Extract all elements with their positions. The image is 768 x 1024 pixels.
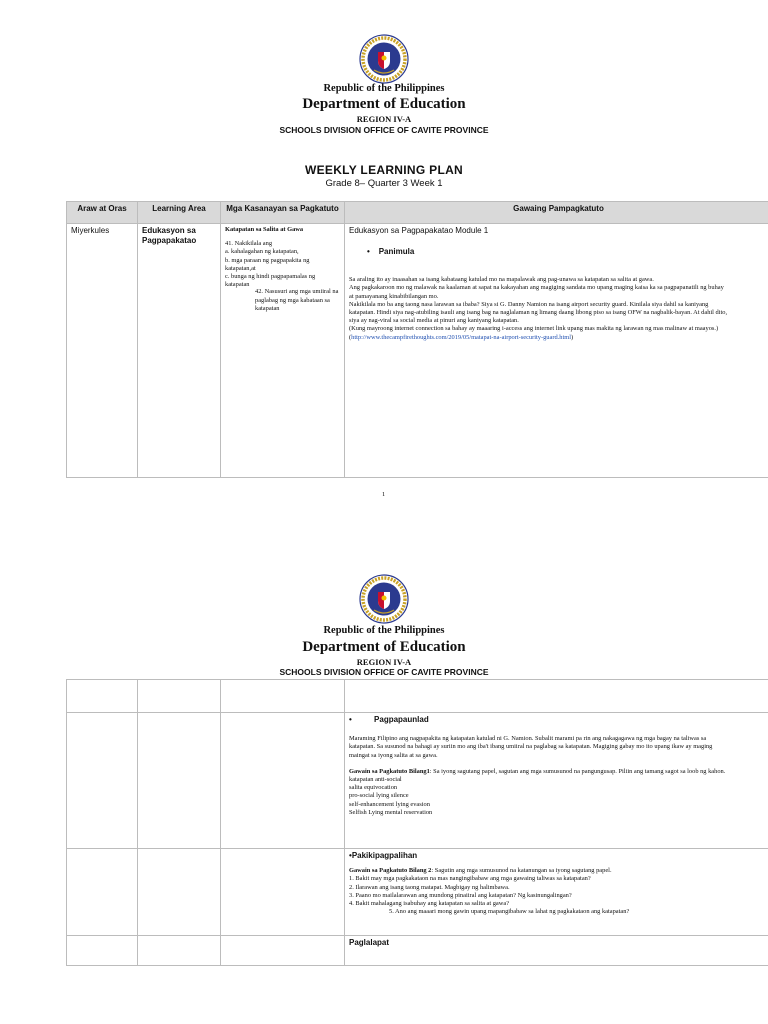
- learning-area-cell: [138, 224, 221, 478]
- skill-41-a: a. kahalagahan ng katapatan,: [225, 248, 299, 256]
- panimula-heading: • Panimula: [367, 247, 415, 256]
- empty-cell: [138, 936, 221, 966]
- page-number: 1: [382, 491, 386, 498]
- division-label: SCHOOLS DIVISION OFFICE OF CAVITE PROVINCE: [279, 125, 489, 135]
- empty-cell: [67, 680, 138, 713]
- question-item: 4. Bakit mahalagang isabuhay ang katapatan sa salita at gawa?: [349, 900, 510, 908]
- empty-cell: [138, 849, 221, 936]
- empty-cell: [67, 936, 138, 966]
- region-label: REGION IV-A: [356, 657, 412, 667]
- pagpapaunlad-text: Maraming Filipino ang nagpapakita ng katapatan katulad ni G. Namion. Subalit marami pa rin ang nakagagawa ng mga bagay na taliwas sa katapatan. Sa susunod na bahagi ay suriin mo ang iba't ibang umiiral na paglabag sa katapatan. Magiging gabay mo ito upang ikaw ay maging maingat sa iyong salita at sa gawa.: [349, 735, 713, 759]
- panimula-p2: Ang pagkakaroon mo ng malawak na kaalaman at sapat na kakayahan ang magiging sandata mo upang maging kaisa ka sa pagpapanatili ng buhay at pamayanang kinabibilangan mo.: [349, 284, 724, 300]
- choice-item: katapatan anti-social: [349, 776, 402, 784]
- gawain-1-instruction: [349, 768, 768, 776]
- region-label: REGION IV-A: [356, 114, 412, 124]
- skill-42: 42. Nasusuri ang mga umiiral na paglabag ng mga kabataan sa katapatan: [255, 288, 339, 312]
- paglalapat-cell: [345, 936, 768, 966]
- paglalapat-heading: Paglalapat: [349, 938, 390, 947]
- empty-cell: [345, 680, 768, 713]
- module-title: Edukasyon sa Pagpapakatao Module 1: [349, 226, 489, 235]
- pakikipagpalihan-label: Pakikipagpalihan: [351, 851, 418, 860]
- activities-cell: [345, 224, 768, 478]
- article-link[interactable]: http://www.thecampfirethoughts.com/2019/05/matapat-na-airport-security-guard.html: [351, 333, 571, 341]
- empty-cell: [67, 849, 138, 936]
- republic-heading: Republic of the Philippines: [323, 625, 445, 636]
- skills-cell: [221, 224, 345, 478]
- empty-cell: [138, 680, 221, 713]
- empty-cell: [221, 680, 345, 713]
- plan-subtitle: Grade 8– Quarter 3 Week 1: [325, 178, 443, 189]
- empty-cell: [67, 713, 138, 849]
- weekly-plan-table-continued: [66, 679, 768, 966]
- panimula-p4: (Kung mayroong internet connection sa bahay ay maaaring i-access ang internet link upang mas makita ng larawan ng mas malinaw at maayos.): [349, 325, 719, 333]
- col-header-activities: Gawaing Pampagkatuto: [345, 202, 768, 224]
- pakikipagpalihan-cell: [345, 849, 768, 936]
- panimula-p1: Sa araling ito ay inaasahan sa isang kabataang katulad mo na mapalawak ang pag-unawa sa katapatan sa salita at gawa.: [349, 276, 654, 284]
- choice-item: self-enhancement lying evasion: [349, 800, 430, 808]
- pagpapaunlad-label: Pagpapaunlad: [374, 715, 429, 724]
- col-header-skills: Mga Kasanayan sa Pagkatuto: [221, 202, 345, 224]
- department-heading: Department of Education: [302, 96, 466, 112]
- gawain-1-label: Gawain sa Pagkatuto Bilang1: [349, 767, 430, 775]
- page-2: [0, 540, 768, 1024]
- gawain-2-label: Gawain sa Pagkatuto Bilang 2: [349, 867, 432, 875]
- empty-cell: [221, 713, 345, 849]
- gawain-2-instruction: [349, 867, 768, 875]
- pagpapaunlad-heading: • Pagpapaunlad: [349, 715, 429, 724]
- skill-41: 41. Nakikilala ang: [225, 240, 273, 248]
- col-header-area: Learning Area: [138, 202, 221, 224]
- republic-heading: Republic of the Philippines: [323, 83, 445, 94]
- skill-41-b: b. mga paraan ng pagpapakita ng katapatan,at: [225, 256, 310, 272]
- link-close-paren: ): [570, 333, 574, 341]
- question-item: 2. Ilarawan ang isang taong matapat. Magbigay ng halimbawa.: [349, 883, 510, 891]
- empty-cell: [221, 849, 345, 936]
- day-cell: [67, 224, 138, 478]
- question-item: 3. Paano mo mailalarawan ang mundong pinaiiral ang katapatan? Ng kasinungalingan?: [349, 891, 572, 899]
- pagpapaunlad-cell: [345, 713, 768, 849]
- plan-title: WEEKLY LEARNING PLAN: [304, 163, 463, 177]
- day-text: Miyerkules: [71, 226, 110, 235]
- department-heading: Department of Education: [302, 639, 466, 655]
- learning-area-text: Edukasyon sa Pagpapakatao: [142, 226, 197, 245]
- gawain-2-text: : Sagutin ang mga sumusunod na katanungan sa iyong sagutang papel.: [431, 867, 612, 875]
- panimula-p3: Nakikilala mo ba ang taong nasa larawan sa ibaba? Siya si G. Danny Namion na isang airport security guard. Kinilala siya dahil sa kaniyang katapatan. Hindi siya nag-atubiling isauli ang isang bag na naglalaman ng limang daang libong piso sa isang OFW na nagbalik-bayan. At dahil dito, siya ay nag-viral sa social media at pinuri ang kaniyang katapatan.: [349, 300, 728, 325]
- gawain-1-text: : Sa iyong sagutang papel, sagutan ang mga sumusunod na pangungusap. Piliin ang tamang sagot sa loob ng kahon.: [429, 767, 726, 775]
- link-open-paren: (: [349, 333, 352, 341]
- article-link-line: [349, 334, 768, 342]
- empty-cell: [221, 936, 345, 966]
- weekly-plan-table: [66, 201, 768, 478]
- skills-title: Katapatan sa Salita at Gawa: [225, 226, 304, 233]
- deped-seal-icon: [359, 574, 409, 624]
- panimula-label: Panimula: [378, 247, 415, 256]
- pakikipagpalihan-heading: •Pakikipagpalihan: [349, 851, 418, 860]
- division-label: SCHOOLS DIVISION OFFICE OF CAVITE PROVINCE: [279, 667, 489, 677]
- question-item: 1. Bakit may mga pagkakataon na mas nangingibabaw ang mga gawaing taliwas sa katapatan?: [349, 875, 591, 883]
- skill-41-c: c. bunga ng hindi pagpapamalas ng katapatan: [225, 273, 316, 289]
- choice-item: pro-social lying silence: [349, 792, 409, 800]
- choice-item: salita equivocation: [349, 784, 398, 792]
- choice-item: Selfish Lying mental reservation: [349, 808, 433, 816]
- empty-cell: [138, 713, 221, 849]
- deped-seal-icon: [359, 34, 409, 84]
- question-item: 5. Ano ang maaari mong gawin upang mapangibabaw sa lahat ng pagkakataon ang katapatan?: [389, 908, 630, 916]
- col-header-day: Araw at Oras: [67, 202, 138, 224]
